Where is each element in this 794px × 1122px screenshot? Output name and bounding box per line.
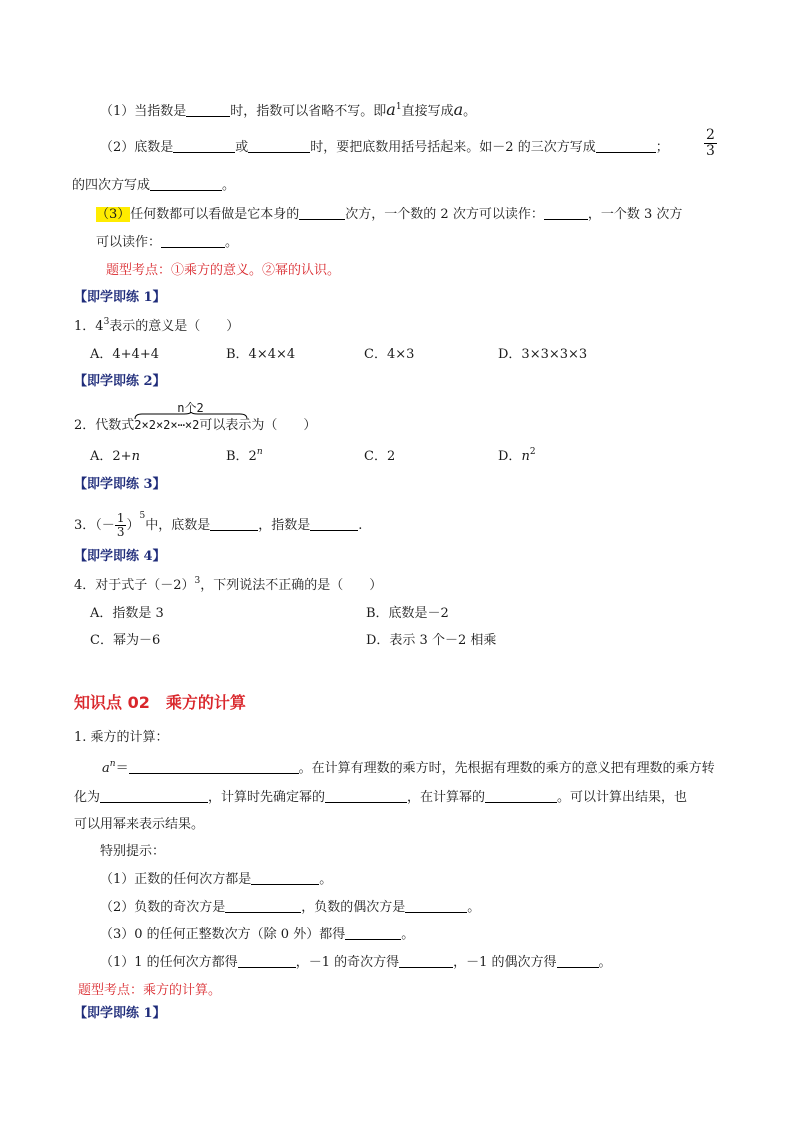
var-a: a <box>386 100 396 119</box>
answer-blank[interactable] <box>186 103 230 117</box>
exponent: 5 <box>139 510 146 521</box>
answer-blank[interactable] <box>485 789 557 803</box>
s1-kaodian: 题型考点：①乘方的意义。②幂的认识。 <box>106 263 341 278</box>
answer-blank[interactable] <box>173 139 235 153</box>
exp-1: 1 <box>395 101 402 112</box>
q-num: 1． <box>74 319 96 334</box>
var-a: a <box>102 761 110 776</box>
ex2-option-c[interactable]: C．2 <box>364 449 396 464</box>
answer-blank[interactable] <box>129 760 299 774</box>
answer-blank[interactable] <box>251 871 319 885</box>
answer-blank[interactable] <box>100 789 208 803</box>
q-num: 2．代数式 <box>74 418 135 433</box>
s1-item2-pre: （2）底数是 <box>100 140 174 155</box>
answer-blank[interactable] <box>225 899 301 913</box>
section-title: 知识点 02 乘方的计算 <box>74 693 246 712</box>
frac-numerator: 2 <box>706 127 715 143</box>
s1-item2-or: 或 <box>235 140 249 155</box>
answer-blank[interactable] <box>557 954 599 968</box>
s1-item2-mid: 时，要把底数用括号括起来。如－2 的三次方写成 <box>310 140 596 155</box>
answer-blank[interactable] <box>310 517 358 531</box>
answer-blank[interactable] <box>299 206 345 220</box>
ex1-option-c[interactable]: C．4×3 <box>364 347 415 362</box>
ex4-question <box>74 577 382 595</box>
s2-l1: 。在计算有理数的乘方时，先根据有理数的乘方的意义把有理数的乘方转 <box>298 761 715 776</box>
answer-blank[interactable] <box>238 954 296 968</box>
paren-right: ） <box>126 518 140 533</box>
fraction-1-3: $\frac{1}{3}$ <box>116 511 125 539</box>
ex3-question <box>74 512 362 539</box>
ex4-option-d[interactable]: D．表示 3 个－2 相乘 <box>366 633 497 648</box>
s2-line2 <box>74 789 687 807</box>
s1-item1-pre: （1）当指数是 <box>100 104 187 119</box>
answer-blank[interactable] <box>405 899 467 913</box>
exponent: 3 <box>194 575 201 586</box>
s1-item3-pre: 任何数都可以看做是它本身的 <box>130 207 300 222</box>
q-text-2: ，指数是 <box>258 518 311 533</box>
q-text: 可以表示为（ ） <box>199 418 317 433</box>
paren-left: （ <box>95 518 102 533</box>
highlight-tag: （3） <box>96 207 131 222</box>
s1-item1-mid: 时，指数可以省略不写。即 <box>230 104 387 119</box>
s2-kaodian: 题型考点：乘方的计算。 <box>78 983 222 998</box>
ex4-heading: 【即学即练 4】 <box>74 549 166 564</box>
answer-blank[interactable] <box>210 517 258 531</box>
s2-ex-heading: 【即学即练 1】 <box>74 1006 166 1021</box>
s2-l2-mid: ，计算时先确定幂的 <box>208 790 326 805</box>
s2-tip3: （3）0 的任何正整数次方（除 0 外）都得 。 <box>100 927 415 942</box>
s1-item1-mid2: 直接写成 <box>401 104 454 119</box>
s1-item3-cont-text: 可以读作： <box>96 235 162 250</box>
answer-blank[interactable] <box>544 206 588 220</box>
ex1-option-d[interactable]: D．3×3×3×3 <box>498 347 588 362</box>
ex2-option-b[interactable]: B．2$^n$ <box>226 446 263 464</box>
ex2-option-d[interactable]: D．$n^2$ <box>498 446 536 464</box>
s2-l2-mid2: ，在计算幂的 <box>407 790 486 805</box>
q-text: 中，底数是 <box>145 518 211 533</box>
brace-label: n个2 <box>177 401 204 415</box>
minus-sign: － <box>101 518 115 533</box>
ex4-option-c[interactable]: C．幂为－6 <box>90 633 161 648</box>
period: 。 <box>222 178 236 193</box>
base: 4 <box>95 319 104 334</box>
period: 。 <box>463 104 477 119</box>
ex2-question <box>74 401 317 435</box>
s2-l2-pre: 化为 <box>74 790 101 805</box>
answer-blank[interactable] <box>161 234 225 248</box>
var-a: a <box>453 100 464 119</box>
period: 。 <box>225 235 239 250</box>
ex4-option-b[interactable]: B．底数是－2 <box>366 606 449 621</box>
ex2-heading: 【即学即练 2】 <box>74 374 166 389</box>
s2-tip: 特别提示： <box>100 844 166 859</box>
ex3-heading: 【即学即练 3】 <box>74 477 166 492</box>
s1-item3-mid: 次方，一个数的 2 次方可以读作： <box>345 207 544 222</box>
s2-tip1: （1）正数的任何次方都是 。 <box>100 872 333 887</box>
fraction-2-3 <box>704 128 717 159</box>
s1-item3-cont <box>96 234 238 252</box>
q-text: 表示的意义是（ ） <box>109 319 240 334</box>
var-n: n <box>109 758 116 769</box>
expression: 2×2×2×⋯×2 <box>134 418 200 432</box>
s1-item1 <box>100 101 476 121</box>
ex1-option-a[interactable]: A．4+4+4 <box>90 347 159 362</box>
answer-blank[interactable] <box>399 954 453 968</box>
s2-line3: 可以用幂来表示结果。 <box>74 817 205 832</box>
ex1-heading: 【即学即练 1】 <box>74 290 166 305</box>
exponent: 3 <box>103 316 110 327</box>
s1-item2-cont-text: 的四次方写成 <box>72 178 151 193</box>
s1-item3 <box>96 206 682 224</box>
answer-blank[interactable] <box>248 139 310 153</box>
answer-blank[interactable] <box>345 926 401 940</box>
semicolon: ； <box>655 140 669 155</box>
s2-l2-end: 。可以计算出结果，也 <box>557 790 688 805</box>
ex2-option-a[interactable]: A．2+n <box>90 449 140 464</box>
q-num: 3． <box>74 518 96 533</box>
s1-item2 <box>100 139 669 157</box>
overbrace-icon <box>134 412 248 420</box>
s1-item2-cont <box>72 177 235 195</box>
q-text: ，下列说法不正确的是（ ） <box>200 578 383 593</box>
ex1-question <box>74 318 239 336</box>
s2-formula-line <box>102 760 715 778</box>
frac-denominator: 3 <box>706 143 715 159</box>
q-num: 4．对于式子（－2） <box>74 578 195 593</box>
answer-blank[interactable] <box>150 177 222 191</box>
period: . <box>358 518 363 533</box>
s1-item3-mid2: ，一个数 3 次方 <box>587 207 683 222</box>
ex1-option-b[interactable]: B．4×4×4 <box>226 347 296 362</box>
s2-sub: 1. 乘方的计算： <box>74 730 169 745</box>
s2-tip2: （2）负数的奇次方是 ，负数的偶次方是 。 <box>100 900 481 915</box>
answer-blank[interactable] <box>596 139 656 153</box>
s2-tip4: （1）1 的任何次方都得 ，－1 的奇次方得 ，－1 的偶次方得 。 <box>100 955 612 970</box>
overbrace-expr <box>134 401 204 435</box>
equals: ＝ <box>115 761 129 776</box>
answer-blank[interactable] <box>325 789 407 803</box>
ex4-option-a[interactable]: A．指数是 3 <box>90 606 164 621</box>
